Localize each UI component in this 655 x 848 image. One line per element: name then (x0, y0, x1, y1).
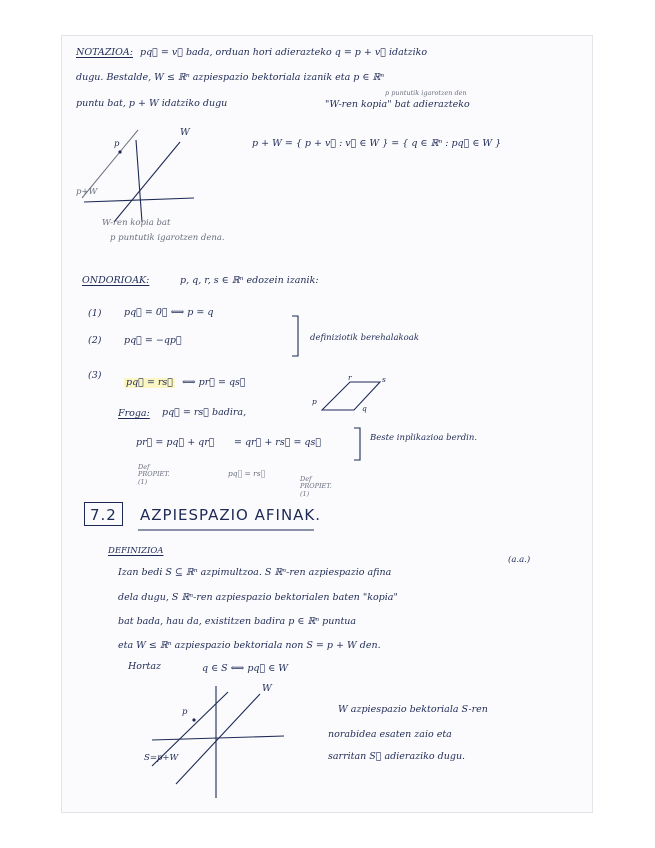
notation-line-3a: puntu bat, p + W idatziko dugu (76, 98, 228, 109)
direction-note-3: sarritan S⃗ adieraziko dugu. (328, 751, 466, 762)
fig1-label-p: p (114, 139, 120, 149)
para-label-q: q (362, 404, 367, 413)
example-1-statement: pq⃗ = 0⃗ ⟺ p = q (124, 307, 214, 318)
affine-subspace-figure (148, 680, 288, 800)
proof-label: Froga: (118, 408, 150, 419)
notation-line-3b: "W-ren kopia" bat adierazteko (325, 99, 470, 110)
examples-heading: ONDORIOAK: (82, 275, 150, 286)
definition-line-4: eta W ≤ ℝⁿ azpiespazio bektoriala non S = p + W den. (118, 640, 381, 651)
para-label-p: p (312, 397, 317, 406)
fig2-label-p: p (182, 707, 188, 717)
proof-line-1: pq⃗ = rs⃗ badira, (162, 407, 247, 418)
notebook-page (62, 36, 592, 812)
example-3-right: ⟺ pr⃗ = qs⃗ (182, 377, 246, 388)
section-number-box (84, 502, 123, 526)
point-p (118, 150, 121, 153)
proof-note-mid: pq⃗ = rs⃗ (228, 469, 266, 478)
brace-2 (352, 426, 366, 462)
definition-heading: DEFINIZIOA (108, 546, 164, 556)
definition-line-1: Izan bedi S ⊆ ℝⁿ azpimultzoa. S ℝⁿ-ren azpiespazio afina (118, 567, 392, 578)
notation-formula: p + W = { p + v⃗ : v⃗ ∈ W } = { q ∈ ℝⁿ : pq⃗ ∈ W } (252, 138, 502, 149)
example-2-statement: pq⃗ = −qp⃗ (124, 335, 182, 346)
section-number: 7.2 (90, 506, 117, 524)
example-3-number: (3) (88, 370, 102, 381)
examples-intro: p, q, r, s ∈ ℝⁿ edozein izanik: (180, 275, 319, 286)
definition-line-3: bat bada, hau da, existitzen badira p ∈ ℝⁿ puntua (118, 616, 357, 627)
section-title: AZPIESPAZIO AFINAK. (140, 506, 322, 524)
proof-note-def-1: Def PROPIET. (1) (138, 463, 170, 486)
hence-formula: q ∈ S ⟺ pq⃗ ∈ W (202, 663, 289, 674)
fig1-label-w: W (180, 127, 190, 138)
fig2-label-w: W (262, 683, 272, 694)
fig1-caption-1: W-ren kopia bat (102, 218, 171, 228)
notation-line-1: pq⃗ = v⃗ bada, orduan hori adierazteko q = p + v⃗ idatziko (140, 47, 428, 58)
direction-note-1: W azpiespazio bektoriala S-ren (338, 704, 488, 715)
fig2-label-s: S=p+W (144, 753, 179, 763)
notation-superscript-note: p puntutik igarotzen den (385, 89, 467, 97)
proof-note-def-2: Def PROPIET. (1) (300, 475, 332, 498)
vertical-axis (136, 140, 142, 222)
definition-aa-note: (a.a.) (508, 555, 531, 565)
example-1-number: (1) (88, 308, 102, 319)
notation-line-2: dugu. Bestalde, W ≤ ℝⁿ azpiespazio bektoriala izanik eta p ∈ ℝⁿ (76, 72, 385, 83)
proof-line-2b: = qr⃗ + rs⃗ = qs⃗ (234, 437, 322, 448)
horizontal-axis (84, 198, 194, 202)
example-3-left: pq⃗ = rs⃗ (126, 377, 173, 388)
brace-1 (290, 314, 304, 358)
proof-line-2a: pr⃗ = pq⃗ + qr⃗ (136, 437, 215, 448)
hence-label: Hortaz (128, 661, 162, 672)
para-label-s: s (382, 375, 386, 384)
section-title-underline (138, 528, 318, 532)
subspace-line-w (114, 139, 180, 222)
point-p (192, 718, 195, 721)
para-label-r: r (348, 373, 352, 382)
fig1-caption-2: p puntutik igarotzen dena. (110, 233, 225, 243)
brace-note-1: definiziotik berehalakoak (310, 333, 420, 343)
direction-note-2: norabidea esaten zaio eta (328, 729, 452, 740)
parallelogram-figure (312, 372, 392, 418)
notation-heading: NOTAZIOA: (76, 47, 133, 58)
brace-note-2: Beste inplikazioa berdin. (370, 433, 478, 443)
fig1-label-pw: p+W (76, 187, 98, 197)
example-2-number: (2) (88, 335, 102, 346)
definition-line-2: dela dugu, S ℝⁿ-ren azpiespazio bektorialen baten "kopia" (118, 592, 398, 603)
affine-copy-figure (76, 122, 196, 232)
